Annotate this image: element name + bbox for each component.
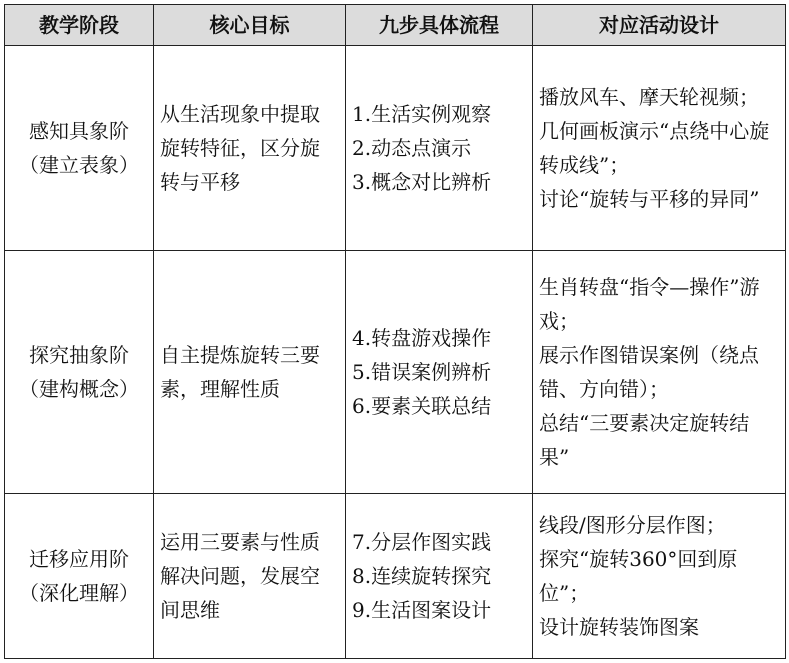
step-item: 6.要素关联总结 [352,394,492,418]
header-row [5,5,786,46]
activity-item: 线段/图形分层作图； [539,513,726,537]
step-item: 3.概念对比辨析 [352,170,492,194]
header-steps: 九步具体流程 [346,5,533,46]
table-row [5,251,786,494]
goal-cell: 从生活现象中提取旋转特征，区分旋转与平移 [154,46,346,251]
steps-cell [346,494,533,659]
stage-cell [5,46,154,251]
header-stage: 教学阶段 [5,5,154,46]
step-item: 5.错误案例辨析 [352,360,492,384]
step-item: 1.生活实例观察 [352,102,492,126]
activity-item: 探究“旋转360°回到原位”； [539,547,738,605]
steps-cell [346,251,533,494]
activity-item: 生肖转盘“指令—操作”游戏； [539,275,760,333]
steps-cell [346,46,533,251]
activity-item: 总结“三要素决定旋转结果” [539,411,750,469]
step-item: 2.动态点演示 [352,136,472,160]
goal-cell: 运用三要素与性质解决问题，发展空间思维 [154,494,346,659]
stage-cell [5,251,154,494]
activity-item: 展示作图错误案例（绕点错、方向错）； [539,343,759,401]
table-row [5,494,786,659]
table-wrapper [4,4,785,659]
step-item: 8.连续旋转探究 [352,564,492,588]
activity-item: 设计旋转装饰图案 [539,615,699,639]
step-item: 9.生活图案设计 [352,598,492,622]
stage-subtitle: （深化理解） [19,581,139,605]
stage-name: 探究抽象阶 [29,343,129,367]
step-item: 4.转盘游戏操作 [352,326,492,350]
activity-item: 播放风车、摩天轮视频； [539,85,759,109]
activity-cell [533,251,786,494]
activity-cell [533,46,786,251]
activity-item: 几何画板演示“点绕中心旋转成线”； [539,119,770,177]
activity-item: 讨论“旋转与平移的异同” [539,187,760,211]
header-activities: 对应活动设计 [533,5,786,46]
header-goal: 核心目标 [154,5,346,46]
teaching-design-table [4,4,786,659]
stage-subtitle: （建构概念） [19,377,139,401]
stage-name: 感知具象阶 [29,119,129,143]
stage-cell [5,494,154,659]
activity-cell [533,494,786,659]
table-row [5,46,786,251]
stage-name: 迁移应用阶 [29,547,129,571]
step-item: 7.分层作图实践 [352,530,492,554]
stage-subtitle: （建立表象） [19,153,139,177]
goal-cell: 自主提炼旋转三要素，理解性质 [154,251,346,494]
